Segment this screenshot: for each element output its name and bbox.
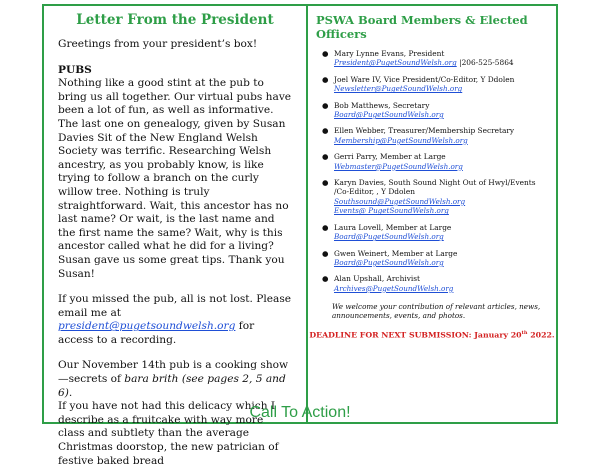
president-letter-title: Letter From the President (76, 12, 274, 28)
officer-email-link[interactable]: Membership@PugetSoundWelsh.org (334, 135, 468, 145)
nov-pages-text: (see pages 2, 5 and 6). (58, 373, 286, 399)
president-email-link[interactable]: president@pugetsoundwelsh.org (58, 320, 236, 333)
bullet-icon: ● (322, 274, 329, 284)
officer-item (322, 249, 550, 268)
contribution-note: We welcome your contribution of relevant articles, news, announcements, events, and photos. (332, 302, 541, 321)
officer-item (322, 178, 550, 216)
officer-name: Gwen Weinert, Member at Large (334, 248, 458, 258)
officer-name: Ellen Webber, Treasurer/Membership Secretary (334, 126, 515, 136)
greeting-text: Greetings from your president’s box! (58, 38, 258, 50)
officer-email-link[interactable]: Newsletter@PugetSoundWelsh.org (334, 84, 463, 94)
bullet-icon: ● (322, 126, 329, 136)
officer-email-link[interactable]: Board@PugetSoundWelsh.org (334, 232, 444, 242)
officer-email-link[interactable]: Board@PugetSoundWelsh.org (334, 257, 444, 267)
missed-before-text: If you missed the pub, all is not lost. Please email me at (58, 293, 292, 319)
officer-item (322, 101, 550, 120)
officer-email-link[interactable]: Southsound@PugetSoundWelsh.org (334, 196, 466, 206)
officer-email-link[interactable]: Webmaster@PugetSoundWelsh.org (334, 161, 463, 171)
officer-name: Alan Upshall, Archivist (334, 274, 420, 284)
deadline-notice: DEADLINE FOR NEXT SUBMISSION: January 20th 2022. (309, 330, 555, 340)
bullet-icon: ● (322, 248, 329, 258)
bara-brith-text: bara brith (124, 373, 179, 386)
bullet-icon: ● (322, 100, 329, 110)
bullet-icon: ● (322, 178, 329, 188)
officer-item (322, 152, 550, 171)
pubs-section (58, 64, 292, 282)
pubs-text: Nothing like a good stint at the pub to bring us all together. Our virtual pubs have been a lot of fun, as well as informative. The last one on genealogy, given by Susan Davies Sit of the New England Welsh Society was terrific. Researching Welsh ancestry, as you probably know, is like trying to follow a branch on the curly willow tree. Nothing is truly straightforward. Wait, this ancestor has no last name? Or wait, is the last name and the first name the same? Wait, why is this ancestor called what he did for a living? Susan gave us some great tips. Thank you Susan! (58, 77, 292, 280)
officer-item (322, 274, 550, 293)
officer-list (308, 49, 556, 293)
officer-email-link[interactable]: Board@PugetSoundWelsh.org (334, 110, 444, 120)
officer-name: Karyn Davies, South Sound Night Out of Hwyl/Events /Co-Editor, , Y Ddolen (334, 178, 536, 197)
officer-name: Joel Ware IV, Vice President/Co-Editor, Y Ddolen (334, 74, 515, 84)
board-members-title: PSWA Board Members & Elected Officers (316, 13, 528, 41)
board-members-panel (306, 4, 558, 424)
officer-phone: |206-525-5864 (459, 58, 514, 68)
call-to-action-heading: Call To Action! (249, 404, 351, 421)
officer-email-link-2[interactable]: Events@ PugetSoundWelsh.org (334, 206, 449, 216)
bullet-icon: ● (322, 222, 329, 232)
officer-item (322, 49, 550, 68)
nov-text-1: Our November 14th pub is a cooking show—secrets of (58, 359, 289, 386)
president-letter-panel (42, 4, 308, 467)
pubs-heading: PUBS (58, 63, 92, 76)
officer-email-link[interactable]: President@PugetSoundWelsh.org (334, 58, 457, 68)
officer-email-link[interactable]: Archives@PugetSoundWelsh.org (334, 283, 454, 293)
officer-name: Laura Lovell, Member at Large (334, 222, 452, 232)
officer-item (322, 75, 550, 94)
officer-name: Mary Lynne Evans, President (334, 49, 445, 58)
bullet-icon: ● (322, 74, 329, 84)
officer-name: Gerri Parry, Member at Large (334, 152, 446, 162)
officer-name: Bob Matthews, Secretary (334, 100, 430, 110)
officer-item (322, 126, 550, 145)
missed-pub-paragraph (58, 293, 292, 347)
missed-after-text: for access to a recording. (58, 320, 255, 346)
nov-text-4: festive baked bread (58, 454, 165, 467)
officer-item (322, 223, 550, 242)
bullet-icon: ● (322, 49, 329, 58)
bullet-icon: ● (322, 152, 329, 162)
nov-text-3: If you have not had this delicacy which I describe as a fruitcake with way more class and subtlety than the average Christmas doorstop, the new patrician of (58, 400, 279, 454)
